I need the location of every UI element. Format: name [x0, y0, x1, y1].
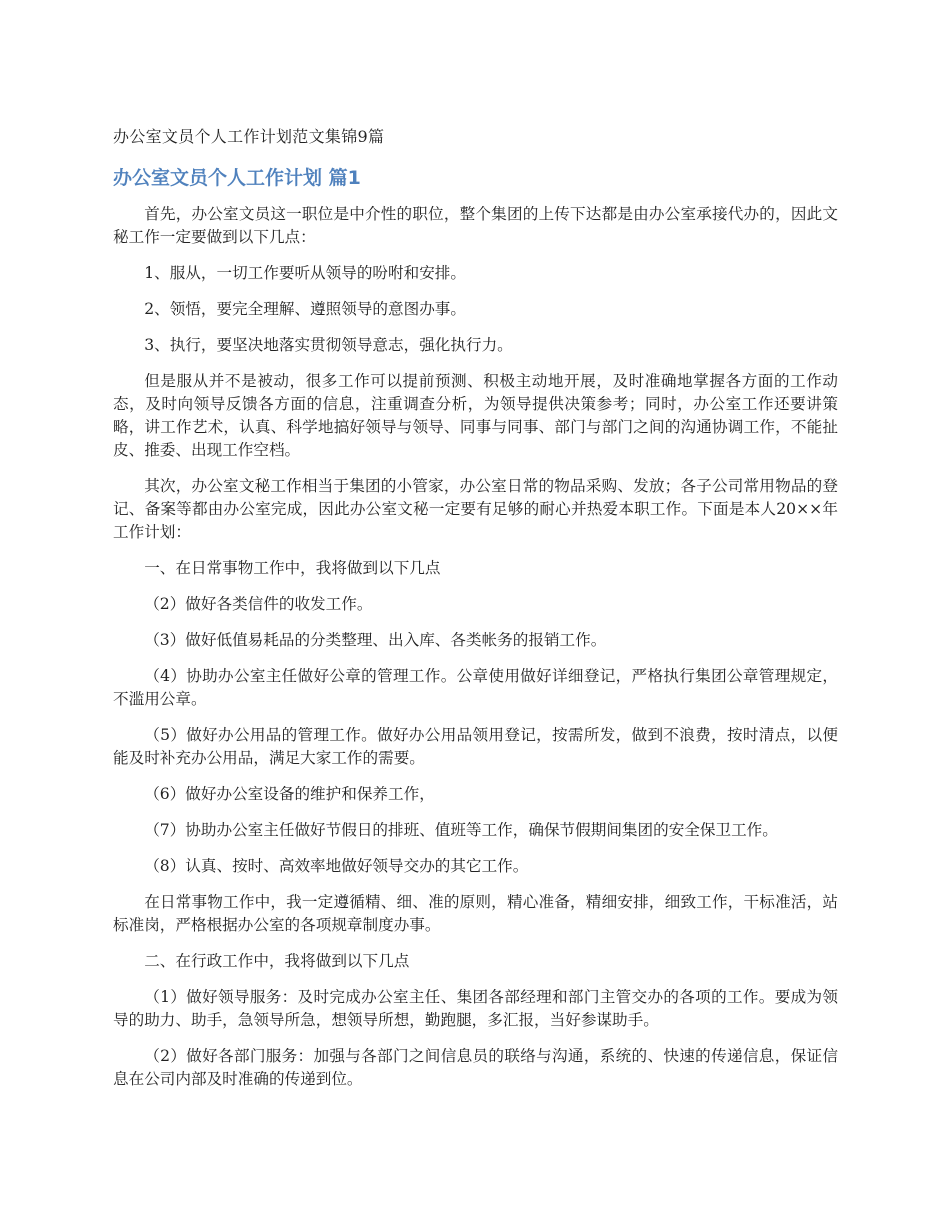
document-body: [113, 203, 838, 1104]
paragraph: 3、执行，要坚决地落实贯彻领导意志，强化执行力。: [144, 336, 513, 354]
paragraph: （6）做好办公室设备的维护和保养工作，: [144, 785, 435, 803]
paragraph: （8）认真、按时、高效率地做好领导交办的其它工作。: [144, 857, 529, 875]
section-heading: 办公室文员个人工作计划 篇1: [113, 167, 361, 189]
paragraph: （3）做好低值易耗品的分类整理、出入库、各类帐务的报销工作。: [144, 631, 607, 649]
paragraph: 在日常事物工作中，我一定遵循精、细、准的原则，精心准备，精细安排，细致工作，干标准活，站标准岗，严格根据办公室的各项规章制度办事。: [113, 893, 838, 934]
paragraph: （5）做好办公用品的管理工作。做好办公用品领用登记，按需所发，做到不浪费，按时清点，以便能及时补充办公用品，满足大家工作的需要。: [113, 726, 838, 767]
paragraph: 一、在日常事物工作中，我将做到以下几点: [144, 559, 441, 577]
paragraph: （7）协助办公室主任做好节假日的排班、值班等工作，确保节假期间集团的安全保卫工作。: [144, 821, 778, 839]
paragraph: （1）做好领导服务：及时完成办公室主任、集团各部经理和部门主管交办的各项的工作。要成为领导的助力、助手，急领导所急，想领导所想，勤跑腿，多汇报，当好参谋助手。: [113, 988, 838, 1029]
paragraph: 1、服从，一切工作要听从领导的吩咐和安排。: [144, 264, 466, 282]
paragraph: （2）做好各部门服务：加强与各部门之间信息员的联络与沟通，系统的、快速的传递信息，保证信息在公司内部及时准确的传递到位。: [113, 1047, 838, 1088]
paragraph: 二、在行政工作中，我将做到以下几点: [144, 952, 410, 970]
paragraph: （2）做好各类信件的收发工作。: [144, 595, 373, 613]
paragraph: 但是服从并不是被动，很多工作可以提前预测、积极主动地开展，及时准确地掌握各方面的工作动态，及时向领导反馈各方面的信息，注重调查分析，为领导提供决策参考；同时，办公室工作还要讲策略，讲工作艺术，认真、科学地搞好领导与领导、同事与同事、部门与部门之间的沟通协调工作，不能扯皮、推委、出现工作空档。: [113, 372, 838, 459]
paragraph: 其次，办公室文秘工作相当于集团的小管家，办公室日常的物品采购、发放；各子公司常用物品的登记、备案等都由办公室完成，因此办公室文秘一定要有足够的耐心并热爱本职工作。下面是本人20××年工作计划：: [113, 477, 838, 541]
paragraph: 2、领悟，要完全理解、遵照领导的意图办事。: [144, 300, 466, 318]
paragraph: 首先，办公室文员这一职位是中介性的职位，整个集团的上传下达都是由办公室承接代办的，因此文秘工作一定要做到以下几点：: [113, 205, 838, 246]
document-title: 办公室文员个人工作计划范文集锦9篇: [113, 127, 385, 146]
paragraph: （4）协助办公室主任做好公章的管理工作。公章使用做好详细登记，严格执行集团公章管理规定，不滥用公章。: [113, 667, 838, 708]
